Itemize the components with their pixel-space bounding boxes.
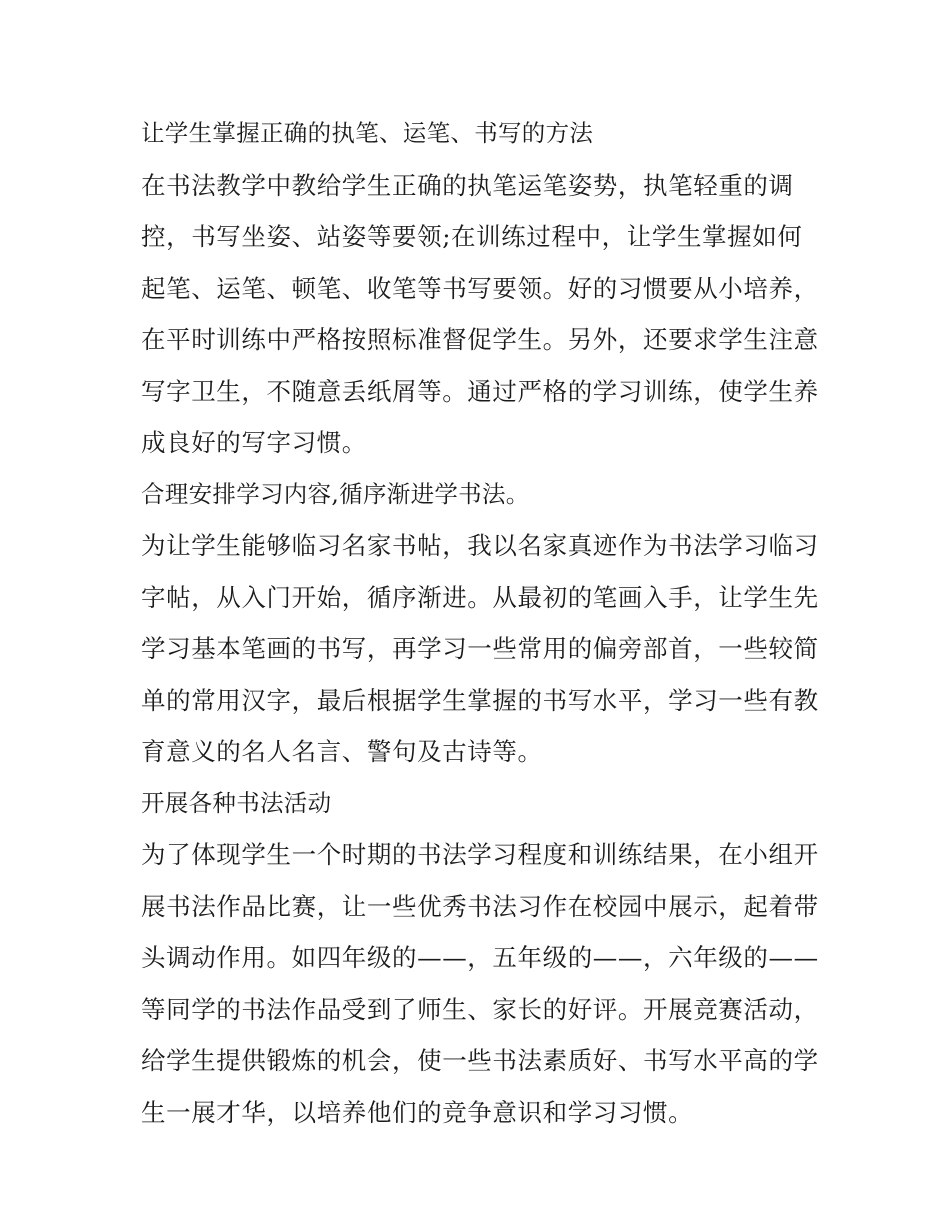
paragraph-line: 等同学的书法作品受到了师生、家长的好评。开展竞赛活动， [141,994,819,1024]
section-heading: 开展各种书法活动 [141,788,332,817]
paragraph-line: 为了体现学生一个时期的书法学习程度和训练结果，在小组开 [141,840,819,869]
paragraph-line: 生一展才华，以培养他们的竞争意识和学习习惯。 [141,1097,694,1127]
paragraph-line: 成良好的写字习惯。 [141,428,367,457]
section-heading: 让学生掌握正确的执笔、运笔、书写的方法 [141,119,594,147]
paragraph-line: 给学生提供锻炼的机会，使一些书法素质好、书写水平高的学 [141,1046,819,1075]
paragraph-line: 展书法作品比赛，让一些优秀书法习作在校园中展示，起着带 [141,891,819,921]
section-handwriting-method [141,108,819,469]
paragraph-line: 头调动作用。如四年级的——，五年级的——，六年级的—— [141,943,819,972]
paragraph-line: 控，书写坐姿、站姿等要领;在训练过程中，让学生掌握如何 [141,222,803,251]
paragraph-line: 起笔、运笔、顿笔、收笔等书写要领。好的习惯要从小培养， [141,273,819,303]
paragraph-line: 育意义的名人名言、警句及古诗等。 [141,737,543,766]
paragraph-line: 为让学生能够临习名家书帖，我以名家真迹作为书法学习临习 [141,531,819,560]
section-calligraphy-activities [141,778,819,1139]
paragraph-line: 写字卫生，不随意丢纸屑等。通过严格的学习训练，使学生养 [141,376,819,406]
document-body [141,108,819,1138]
paragraph-line: 在书法教学中教给学生正确的执笔运笔姿势，执笔轻重的调 [141,170,794,200]
paragraph-line: 单的常用汉字，最后根据学生掌握的书写水平，学习一些有教 [141,685,819,715]
section-learning-content [141,469,819,778]
paragraph-line: 学习基本笔画的书写，再学习一些常用的偏旁部首，一些较简 [141,634,819,663]
paragraph-line: 在平时训练中严格按照标准督促学生。另外，还要求学生注意 [141,325,819,354]
section-heading: 合理安排学习内容,循序渐进学书法。 [141,479,530,508]
paragraph-line: 字帖，从入门开始，循序渐进。从最初的笔画入手，让学生先 [141,582,819,612]
